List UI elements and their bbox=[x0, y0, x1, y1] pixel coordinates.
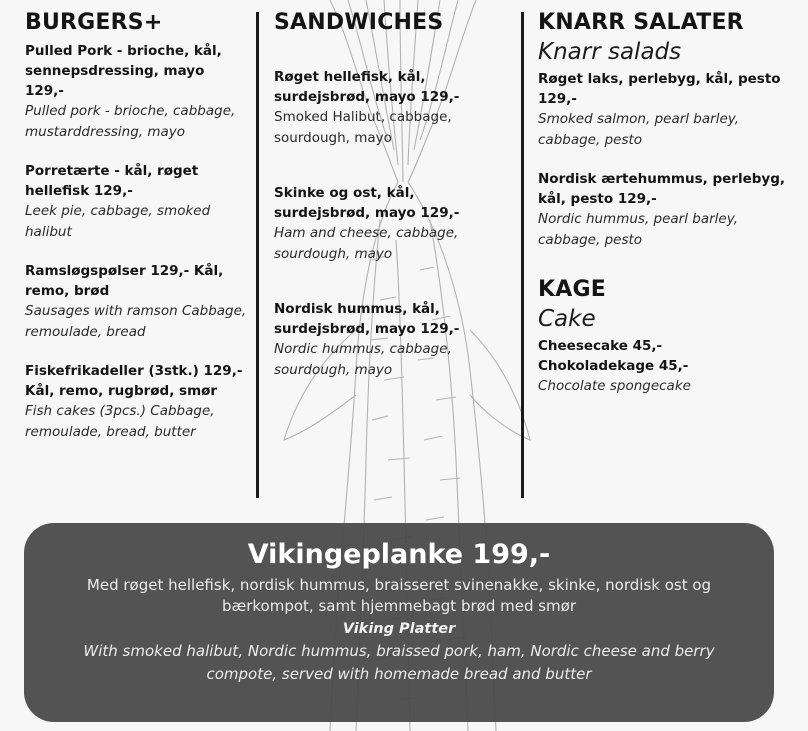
platter-desc-en: With smoked halibut, Nordic hummus, braissed pork, ham, Nordic cheese and berry compote, served with homemade bread and butter bbox=[83, 642, 715, 683]
viking-platter-banner bbox=[24, 523, 774, 722]
item-desc: Sausages with ramson Cabbage, remoulade, bread bbox=[25, 303, 247, 340]
menu-item bbox=[25, 261, 247, 343]
item-name: Porretærte - kål, røget hellefisk 129,- bbox=[25, 163, 199, 199]
item-desc: Nordic hummus, pearl barley, cabbage, pesto bbox=[538, 211, 738, 248]
item-name: Nordisk ærtehummus, perlebyg, kål, pesto 129,- bbox=[538, 171, 785, 207]
item-desc: Nordic hummus, cabbage, sourdough, mayo bbox=[274, 341, 452, 378]
divider-left bbox=[256, 12, 259, 498]
item-name: Skinke og ost, kål, surdejsbrød, mayo 129,- bbox=[274, 185, 460, 221]
item-name: Pulled Pork - brioche, kål, sennepsdressing, mayo 129,- bbox=[25, 43, 222, 99]
menu-item bbox=[25, 161, 247, 243]
item-desc: Pulled pork - brioche, cabbage, mustarddressing, mayo bbox=[25, 103, 236, 140]
item-desc: Ham and cheese, cabbage, sourdough, mayo bbox=[274, 225, 459, 262]
menu-item bbox=[25, 41, 247, 143]
salads-column bbox=[538, 10, 803, 397]
salads-subheading: Knarr salads bbox=[538, 39, 682, 65]
cake-subheading: Cake bbox=[538, 306, 596, 332]
divider-right bbox=[521, 12, 524, 498]
item-name: Røget hellefisk, kål, surdejsbrød, mayo 129,- bbox=[274, 69, 460, 105]
burgers-column bbox=[25, 10, 247, 443]
item-desc: Leek pie, cabbage, smoked halibut bbox=[25, 203, 211, 240]
item-desc: Chocolate spongecake bbox=[538, 378, 691, 394]
platter-title-en: Viking Platter bbox=[342, 621, 456, 637]
menu-item bbox=[538, 336, 803, 397]
menu-item bbox=[274, 67, 514, 149]
menu-item bbox=[25, 361, 247, 443]
item-name: Fiskefrikadeller (3stk.) 129,- Kål, remo, rugbrød, smør bbox=[25, 363, 243, 399]
cake-item-chocolate: Chokoladekage 45,- bbox=[538, 358, 689, 374]
platter-desc: Med røget hellefisk, nordisk hummus, braisseret svinenakke, skinke, nordisk ost og bærkompot, samt hjemmebagt brød med smør bbox=[86, 576, 712, 615]
sandwiches-heading: SANDWICHES bbox=[274, 10, 444, 35]
menu-item bbox=[538, 169, 803, 251]
menu-item bbox=[538, 69, 803, 151]
burgers-heading: BURGERS+ bbox=[25, 10, 163, 35]
item-name: Røget laks, perlebyg, kål, pesto 129,- bbox=[538, 71, 781, 107]
menu-item bbox=[274, 299, 514, 381]
item-desc: Fish cakes (3pcs.) Cabbage, remoulade, bread, butter bbox=[25, 403, 215, 440]
cake-item-cheesecake: Cheesecake 45,- bbox=[538, 338, 663, 354]
item-name: Ramsløgspølser 129,- Kål, remo, brød bbox=[25, 263, 224, 299]
platter-title: Vikingeplanke 199,- bbox=[247, 539, 551, 570]
item-desc: Smoked Halibut, cabbage, sourdough, mayo bbox=[274, 109, 452, 146]
cake-heading: KAGE bbox=[538, 277, 606, 302]
salads-heading: KNARR SALATER bbox=[538, 10, 744, 35]
menu-item bbox=[274, 183, 514, 265]
item-desc: Smoked salmon, pearl barley, cabbage, pesto bbox=[538, 111, 739, 148]
sandwiches-column bbox=[274, 10, 514, 381]
item-name: Nordisk hummus, kål, surdejsbrød, mayo 129,- bbox=[274, 301, 460, 337]
